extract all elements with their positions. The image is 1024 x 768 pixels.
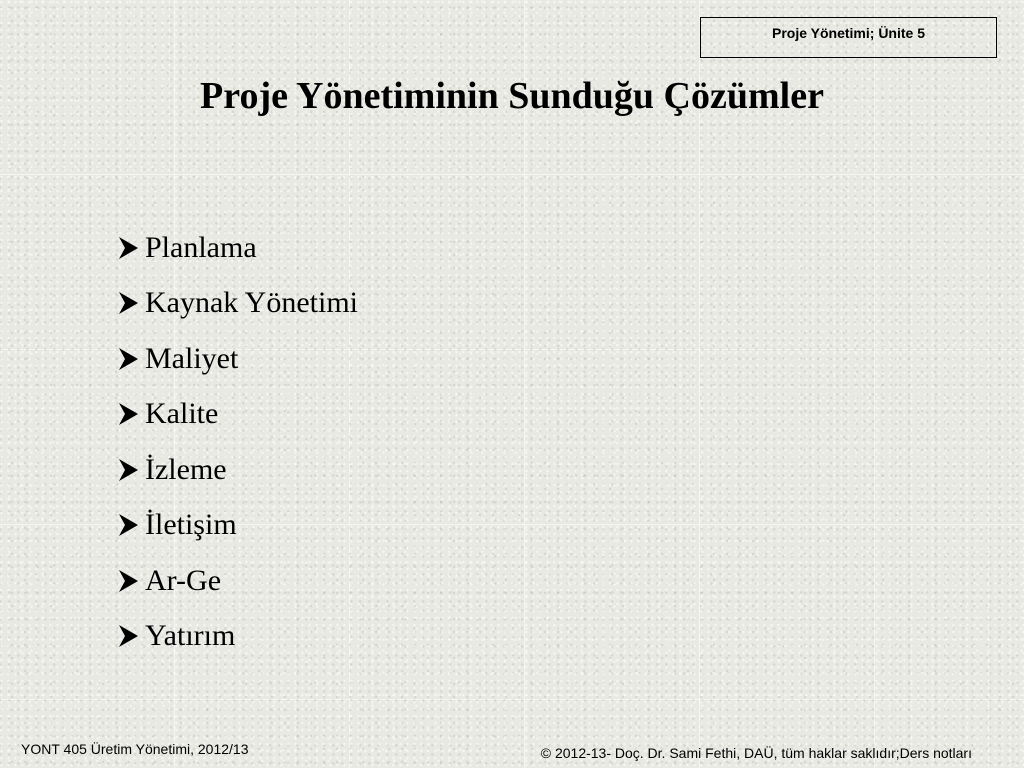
bullet-item-izleme	[116, 442, 358, 498]
bullet-text: Yatırım	[145, 619, 236, 653]
arrowhead-bullet-icon	[116, 288, 142, 318]
bullet-item-kalite	[116, 387, 358, 443]
bullet-item-yatirim	[116, 609, 358, 665]
bullet-text: Kaynak Yönetimi	[145, 286, 359, 320]
bullet-text: İletişim	[145, 508, 237, 542]
arrowhead-bullet-icon	[116, 233, 142, 263]
arrowhead-bullet-icon	[116, 566, 142, 596]
bullet-text: Maliyet	[145, 341, 239, 375]
slide-title: Proje Yönetiminin Sunduğu Çözümler	[200, 75, 824, 117]
arrowhead-bullet-icon	[116, 399, 142, 429]
bullet-item-planlama	[116, 220, 358, 276]
footer-course-label: YONT 405 Üretim Yönetimi, 2012/13	[21, 741, 249, 757]
bullet-text: İzleme	[145, 452, 227, 486]
unit-header-box	[700, 17, 997, 58]
bullet-text: Ar-Ge	[145, 563, 222, 597]
bullet-item-maliyet	[116, 331, 358, 387]
footer-copyright: © 2012-13- Doç. Dr. Sami Fethi, DAÜ, tüm haklar saklıdır;Ders notları	[540, 745, 972, 761]
bullet-item-iletisim	[116, 498, 358, 554]
bullet-item-ar-ge	[116, 553, 358, 609]
bullet-text: Planlama	[145, 230, 257, 264]
arrowhead-bullet-icon	[116, 621, 142, 651]
arrowhead-bullet-icon	[116, 344, 142, 374]
bullet-text: Kalite	[145, 397, 219, 431]
unit-header-label: Proje Yönetimi; Ünite 5	[772, 25, 925, 41]
arrowhead-bullet-icon	[116, 455, 142, 485]
arrowhead-bullet-icon	[116, 510, 142, 540]
bullet-item-kaynak-yonetimi	[116, 276, 358, 332]
bullet-list	[116, 220, 358, 664]
